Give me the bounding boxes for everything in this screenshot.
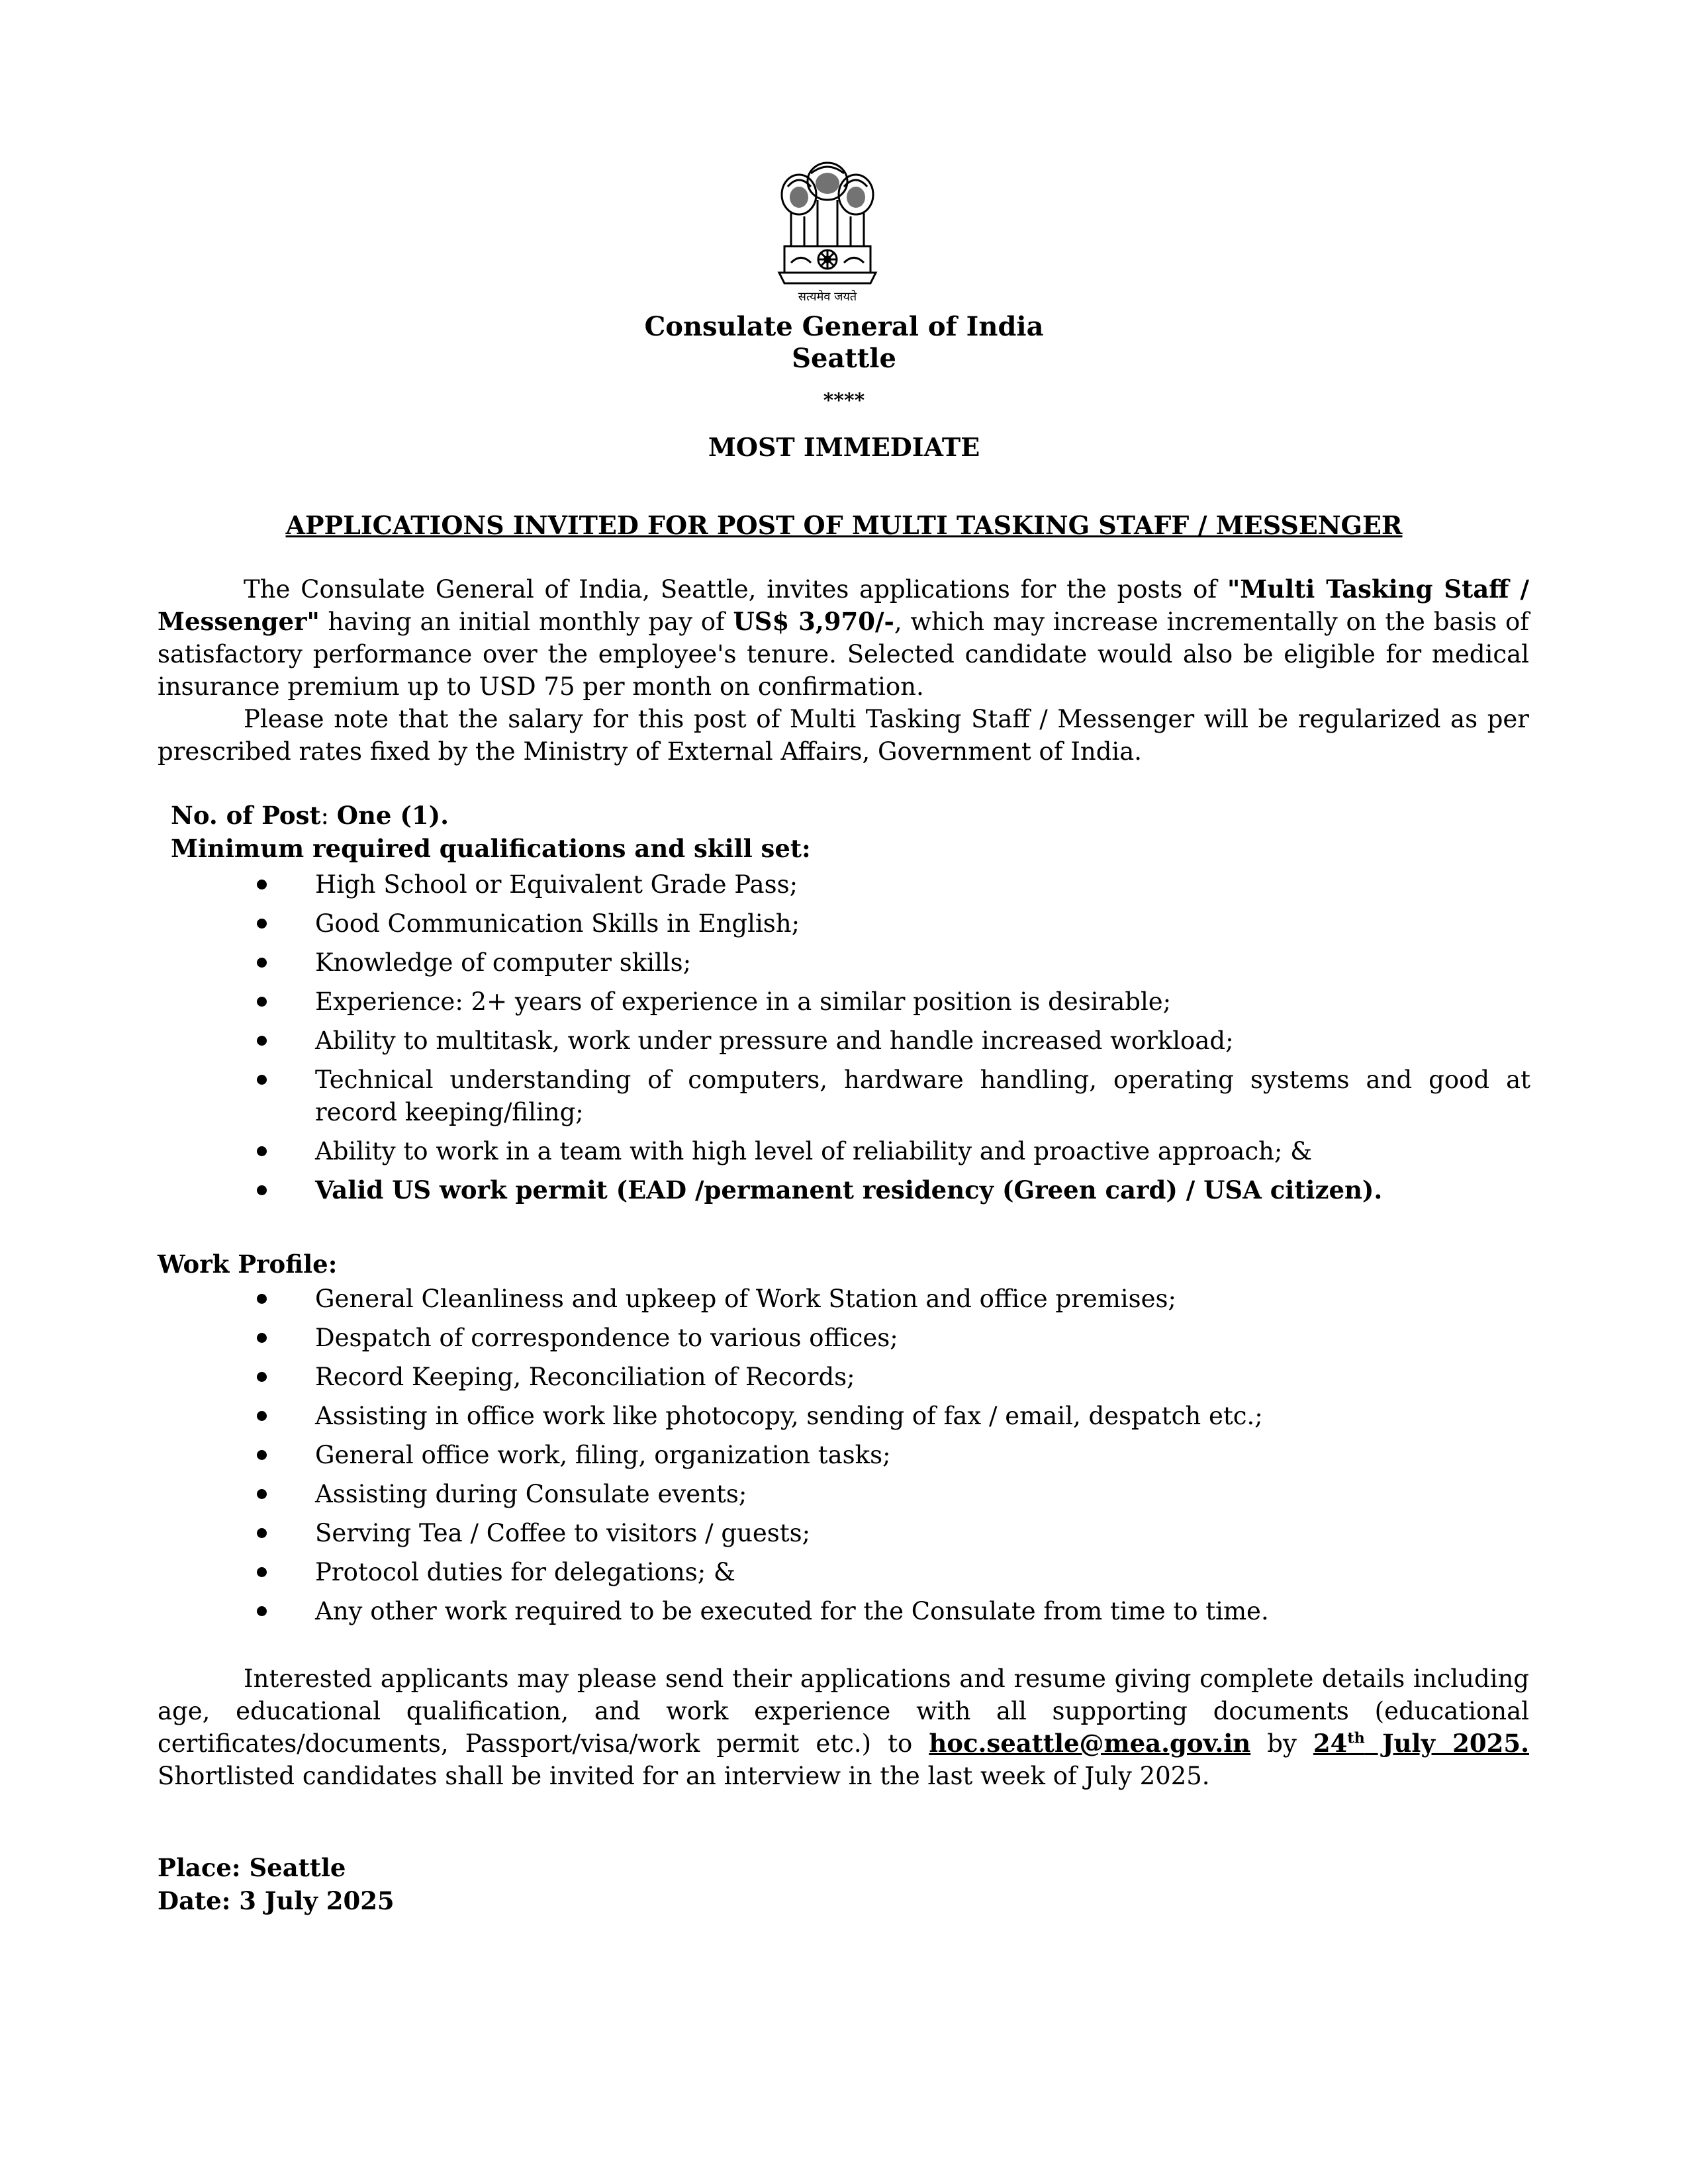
list-item: Despatch of correspondence to various offices; bbox=[315, 1322, 1530, 1354]
bullet-icon bbox=[257, 880, 267, 889]
closing-text-c: Shortlisted candidates shall be invited for an interview in the last week of July 2025. bbox=[158, 1762, 1210, 1790]
post-title: "Multi Tasking Staff / Messenger" bbox=[158, 574, 1529, 636]
bullet-icon bbox=[257, 919, 267, 929]
list-item: Protocol duties for delegations; & bbox=[315, 1556, 1530, 1588]
application-instructions bbox=[158, 1662, 1529, 1792]
email-link[interactable]: hoc.seattle@mea.gov.in bbox=[929, 1729, 1251, 1758]
posts-label: No. of Post bbox=[171, 801, 321, 830]
posts-separator: : bbox=[320, 801, 337, 830]
bullet-icon bbox=[257, 1450, 267, 1460]
bullet-icon bbox=[257, 1489, 267, 1499]
closing-text-a: Interested applicants may please send their applications and resume giving complete details including age, educational qualification, and work experience with all supporting documents (educational certificates/documents, Passport/visa/work permit etc.) to bbox=[158, 1664, 1529, 1758]
bullet-icon bbox=[257, 1567, 267, 1577]
bullet-icon bbox=[257, 1185, 267, 1195]
list-item: General Cleanliness and upkeep of Work Station and office premises; bbox=[315, 1283, 1530, 1315]
list-item: Serving Tea / Coffee to visitors / guests; bbox=[315, 1517, 1530, 1549]
national-emblem-icon bbox=[765, 154, 890, 319]
organization-city: Seattle bbox=[792, 343, 896, 374]
notice-subject: APPLICATIONS INVITED FOR POST OF MULTI TASKING STAFF / MESSENGER bbox=[285, 510, 1403, 540]
emblem-motto: सत्यमेव जयते bbox=[798, 290, 857, 304]
deadline-date: 24th July 2025. bbox=[1313, 1729, 1529, 1758]
list-item: Valid US work permit (EAD /permanent residency (Green card) / USA citizen). bbox=[315, 1174, 1530, 1206]
list-item: Good Communication Skills in English; bbox=[315, 907, 1530, 940]
qualifications-title: Minimum required qualifications and skill set: bbox=[171, 834, 811, 863]
list-item: Technical understanding of computers, hardware handling, operating systems and good at record keeping/filing; bbox=[315, 1064, 1530, 1128]
list-item: Assisting during Consulate events; bbox=[315, 1478, 1530, 1510]
list-item: Ability to work in a team with high level of reliability and proactive approach; & bbox=[315, 1135, 1530, 1167]
list-item: Knowledge of computer skills; bbox=[315, 946, 1530, 979]
place-line: Place: Seattle bbox=[158, 1853, 346, 1882]
work-profile-list bbox=[315, 1283, 1530, 1634]
organization-name: Consulate General of India bbox=[644, 311, 1044, 342]
intro-paragraph bbox=[158, 573, 1529, 703]
bullet-icon bbox=[257, 1411, 267, 1421]
bullet-icon bbox=[257, 1372, 267, 1382]
intro-text-c: having an initial monthly pay of bbox=[319, 608, 733, 636]
list-item: High School or Equivalent Grade Pass; bbox=[315, 868, 1530, 901]
bullet-icon bbox=[257, 1036, 267, 1046]
bullet-icon bbox=[257, 1528, 267, 1538]
list-item: Experience: 2+ years of experience in a similar position is desirable; bbox=[315, 985, 1530, 1018]
closing-text-b: by bbox=[1250, 1729, 1313, 1758]
intro-text-a: The Consulate General of India, Seattle, invites applications for the posts of bbox=[244, 575, 1227, 604]
date-line: Date: 3 July 2025 bbox=[158, 1886, 395, 1915]
bullet-icon bbox=[257, 997, 267, 1007]
work-profile-title: Work Profile: bbox=[158, 1250, 338, 1279]
bullet-icon bbox=[257, 1075, 267, 1085]
bullet-icon bbox=[257, 1294, 267, 1304]
monthly-pay: US$ 3,970/- bbox=[733, 607, 894, 636]
list-item: Any other work required to be executed for the Consulate from time to time. bbox=[315, 1595, 1530, 1627]
list-item: Assisting in office work like photocopy, sending of fax / email, despatch etc.; bbox=[315, 1400, 1530, 1432]
header-separator: **** bbox=[823, 389, 865, 412]
intro-text-e: , which may increase incrementally on the basis of satisfactory performance over the employee's tenure. Selected candidate would also be eligible for medical insurance premium up to USD 75 per month on confirmation. bbox=[158, 608, 1529, 701]
posts-value: One (1). bbox=[336, 801, 449, 830]
bullet-icon bbox=[257, 1606, 267, 1616]
bullet-icon bbox=[257, 1146, 267, 1156]
priority-label: MOST IMMEDIATE bbox=[708, 432, 980, 462]
list-item: General office work, filing, organization tasks; bbox=[315, 1439, 1530, 1471]
qualifications-list bbox=[315, 868, 1530, 1213]
number-of-posts bbox=[171, 799, 449, 832]
salary-note-paragraph: Please note that the salary for this post of Multi Tasking Staff / Messenger will be regularized as per prescribed rates fixed by the Ministry of External Affairs, Government of India. bbox=[158, 705, 1529, 766]
list-item: Ability to multitask, work under pressure and handle increased workload; bbox=[315, 1024, 1530, 1057]
list-item: Record Keeping, Reconciliation of Records; bbox=[315, 1361, 1530, 1393]
bullet-icon bbox=[257, 958, 267, 968]
bullet-icon bbox=[257, 1333, 267, 1343]
